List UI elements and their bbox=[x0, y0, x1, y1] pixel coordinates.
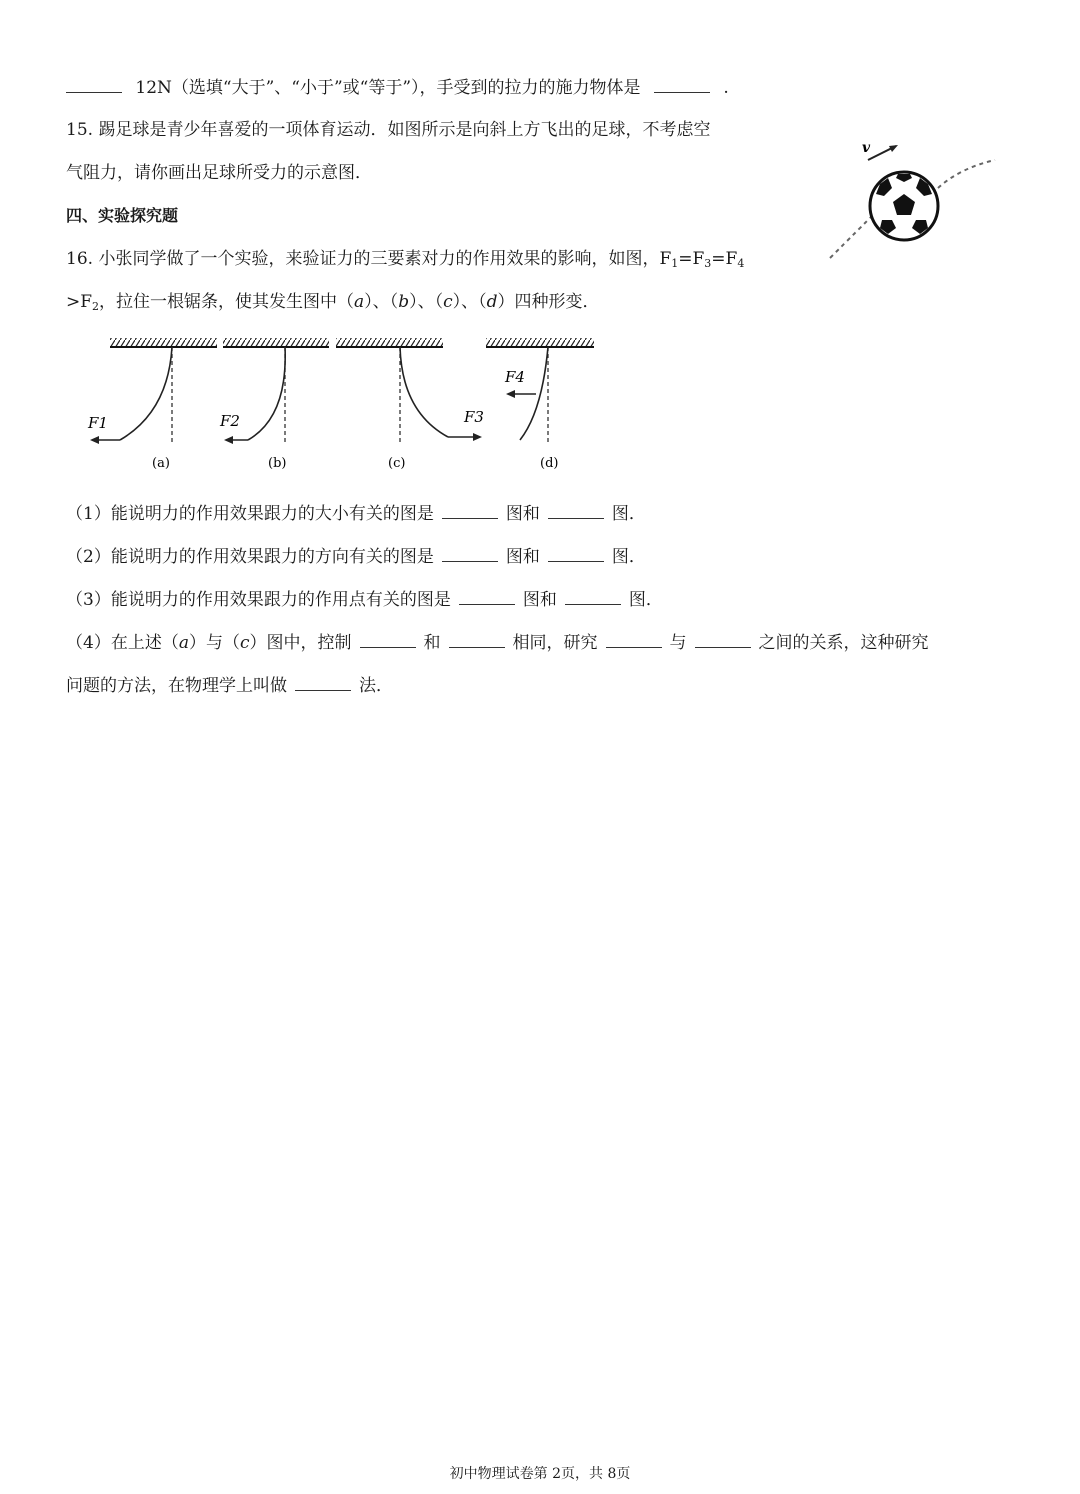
answer-blank[interactable] bbox=[66, 76, 122, 93]
page-footer: 初中物理试卷第 2页，共 8页 bbox=[449, 1466, 631, 1482]
q16-sub4-line2: 问题的方法，在物理学上叫做 法． bbox=[66, 676, 393, 696]
q14-end: . bbox=[723, 78, 729, 98]
force-label-f3: F3 bbox=[464, 408, 484, 426]
answer-blank[interactable] bbox=[442, 502, 498, 519]
q14-tail-line bbox=[66, 76, 729, 100]
force-label-f2: F2 bbox=[220, 412, 240, 430]
answer-blank[interactable] bbox=[295, 674, 351, 691]
answer-blank[interactable] bbox=[449, 631, 505, 648]
q15-line2: 气阻力，请你画出足球所受力的示意图． bbox=[66, 163, 372, 183]
answer-blank[interactable] bbox=[548, 502, 604, 519]
answer-blank[interactable] bbox=[565, 588, 621, 605]
velocity-label: v bbox=[862, 140, 871, 156]
q16-line1 bbox=[66, 247, 744, 276]
caption-b: (b) bbox=[268, 456, 287, 471]
force-label-f1: F1 bbox=[88, 414, 108, 432]
q15-line1: 15. 踢足球是青少年喜爱的一项体育运动．如图所示是向斜上方飞出的足球，不考虑空 bbox=[66, 120, 711, 140]
force-equation: $F_1=F_3=F_4$ bbox=[659, 249, 745, 270]
panel-b bbox=[219, 338, 329, 471]
q16-line2: $>F_2$，拉住一根锯条，使其发生图中（a）、（b）、（c）、（d）四种形变． bbox=[66, 292, 600, 313]
force-label-f4: F4 bbox=[505, 368, 525, 386]
caption-d: (d) bbox=[540, 456, 559, 471]
answer-blank[interactable] bbox=[654, 76, 710, 93]
panel-d bbox=[486, 338, 594, 471]
q16-sub4-line1: （4）在上述（a）与（c）图中，控制 和 相同，研究 与 之间的关系，这种研究 bbox=[66, 633, 929, 653]
answer-blank[interactable] bbox=[459, 588, 515, 605]
q16-sub3: （3）能说明力的作用效果跟力的作用点有关的图是 图和 图． bbox=[66, 590, 663, 610]
panel-a bbox=[87, 338, 217, 471]
panel-c bbox=[336, 338, 484, 471]
answer-blank[interactable] bbox=[442, 545, 498, 562]
answer-blank[interactable] bbox=[606, 631, 662, 648]
answer-blank[interactable] bbox=[360, 631, 416, 648]
answer-blank[interactable] bbox=[695, 631, 751, 648]
answer-blank[interactable] bbox=[548, 545, 604, 562]
soccer-ball-figure bbox=[800, 108, 1010, 274]
q16-sub1: （1）能说明力的作用效果跟力的大小有关的图是 图和 图． bbox=[66, 504, 646, 524]
section-heading: 四、实验探究题 bbox=[66, 206, 179, 225]
q16-intro: 16. 小张同学做了一个实验，来验证力的三要素对力的作用效果的影响，如图， bbox=[66, 249, 660, 269]
saw-blade-figure bbox=[80, 332, 610, 482]
q16-sub2: （2）能说明力的作用效果跟力的方向有关的图是 图和 图． bbox=[66, 547, 646, 567]
caption-a: (a) bbox=[152, 456, 170, 471]
q14-text: 12N（选填“大于”、“小于”或“等于”），手受到的拉力的施力物体是 bbox=[135, 78, 641, 98]
soccer-ball bbox=[870, 172, 938, 240]
caption-c: (c) bbox=[388, 456, 406, 471]
